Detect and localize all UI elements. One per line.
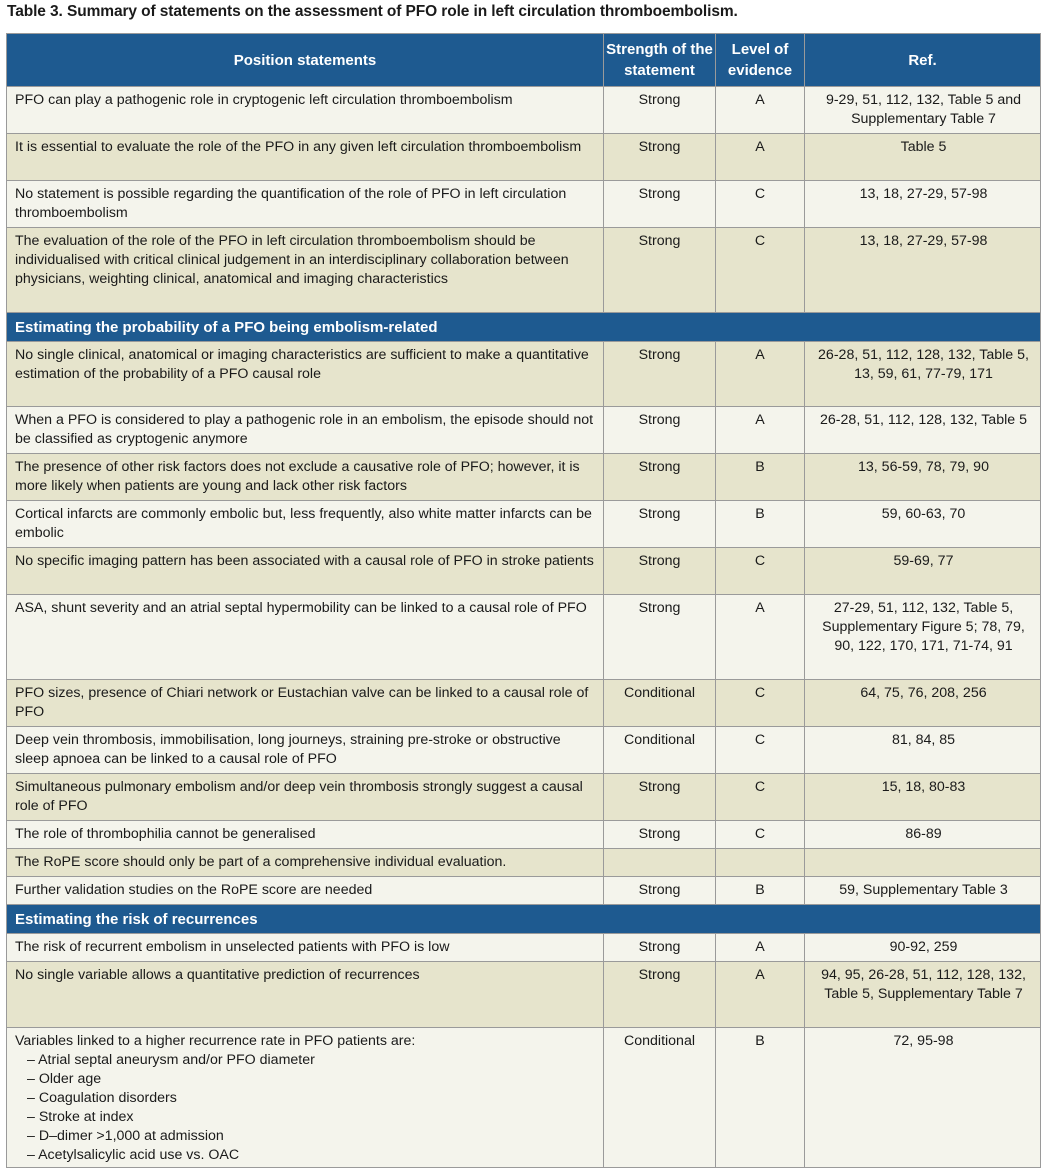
list-item: – Stroke at index [27, 1108, 597, 1127]
list-item: – D–dimer >1,000 at admission [27, 1127, 597, 1146]
statement-cell: The risk of recurrent embolism in unselected patients with PFO is low [7, 934, 604, 962]
section-header-probability [7, 313, 1041, 342]
statement-cell: The RoPE score should only be part of a comprehensive individual evaluation. [7, 849, 604, 877]
statement-cell: No single variable allows a quantitative prediction of recurrences [7, 962, 604, 1028]
strength-cell: Strong [604, 228, 716, 313]
table-row [7, 454, 1041, 501]
ref-cell: 15, 18, 80-83 [805, 774, 1041, 821]
level-cell: C [716, 821, 805, 849]
table-row [7, 87, 1041, 134]
table-row [7, 407, 1041, 454]
level-cell: C [716, 774, 805, 821]
table-row [7, 821, 1041, 849]
level-cell: B [716, 454, 805, 501]
ref-cell: 59-69, 77 [805, 548, 1041, 595]
table-row [7, 181, 1041, 228]
header-row [7, 34, 1041, 87]
header-strength: Strength of the statement [604, 34, 716, 87]
table-row [7, 342, 1041, 407]
level-cell: C [716, 548, 805, 595]
strength-cell: Strong [604, 454, 716, 501]
header-level: Level of evidence [716, 34, 805, 87]
header-ref: Ref. [805, 34, 1041, 87]
statement-cell: When a PFO is considered to play a pathogenic role in an embolism, the episode should not be classified as cryptogenic anymore [7, 407, 604, 454]
section-header-recurrences [7, 905, 1041, 934]
strength-cell: Strong [604, 774, 716, 821]
strength-cell: Strong [604, 595, 716, 680]
statement-cell: Deep vein thrombosis, immobilisation, long journeys, straining pre-stroke or obstructive sleep apnoea can be linked to a causal role of PFO [7, 727, 604, 774]
strength-cell: Strong [604, 934, 716, 962]
ref-cell [805, 849, 1041, 877]
table-row [7, 727, 1041, 774]
ref-cell: 13, 56-59, 78, 79, 90 [805, 454, 1041, 501]
ref-cell: 81, 84, 85 [805, 727, 1041, 774]
statement-intro: Variables linked to a higher recurrence rate in PFO patients are: [15, 1033, 416, 1049]
table-row [7, 548, 1041, 595]
section-title: Estimating the risk of recurrences [7, 905, 1041, 934]
list-item: – Acetylsalicylic acid use vs. OAC [27, 1146, 597, 1165]
table-row [7, 877, 1041, 905]
strength-cell: Strong [604, 962, 716, 1028]
strength-cell: Conditional [604, 1028, 716, 1168]
ref-cell: 64, 75, 76, 208, 256 [805, 680, 1041, 727]
level-cell: A [716, 134, 805, 181]
table-caption: Table 3. Summary of statements on the assessment of PFO role in left circulation thromboembolism. [7, 3, 738, 20]
table-row [7, 680, 1041, 727]
statement-cell: The role of thrombophilia cannot be generalised [7, 821, 604, 849]
variable-list [15, 1051, 597, 1165]
strength-cell: Strong [604, 342, 716, 407]
ref-cell: 27-29, 51, 112, 132, Table 5, Supplementary Figure 5; 78, 79, 90, 122, 170, 171, 71-74, 91 [805, 595, 1041, 680]
level-cell: A [716, 595, 805, 680]
header-statement: Position statements [7, 34, 604, 87]
table-row [7, 228, 1041, 313]
ref-cell: 86-89 [805, 821, 1041, 849]
strength-cell: Strong [604, 181, 716, 228]
statements-table [6, 33, 1041, 1168]
strength-cell: Strong [604, 87, 716, 134]
statement-cell: Simultaneous pulmonary embolism and/or deep vein thrombosis strongly suggest a causal role of PFO [7, 774, 604, 821]
statement-cell: No single clinical, anatomical or imaging characteristics are sufficient to make a quantitative estimation of the probability of a PFO causal role [7, 342, 604, 407]
strength-cell: Strong [604, 877, 716, 905]
list-item: – Coagulation disorders [27, 1089, 597, 1108]
strength-cell: Conditional [604, 680, 716, 727]
statement-cell: ASA, shunt severity and an atrial septal hypermobility can be linked to a causal role of PFO [7, 595, 604, 680]
strength-cell [604, 849, 716, 877]
level-cell: B [716, 1028, 805, 1168]
level-cell: A [716, 342, 805, 407]
strength-cell: Strong [604, 134, 716, 181]
statement-cell [7, 1028, 604, 1168]
statement-cell: No statement is possible regarding the quantification of the role of PFO in left circulation thromboembolism [7, 181, 604, 228]
table-row [7, 134, 1041, 181]
statement-cell: It is essential to evaluate the role of the PFO in any given left circulation thromboembolism [7, 134, 604, 181]
level-cell: B [716, 501, 805, 548]
list-item: – Atrial septal aneurysm and/or PFO diameter [27, 1051, 597, 1070]
ref-cell: 26-28, 51, 112, 128, 132, Table 5 [805, 407, 1041, 454]
ref-cell: 9-29, 51, 112, 132, Table 5 and Supplementary Table 7 [805, 87, 1041, 134]
statement-cell: Further validation studies on the RoPE score are needed [7, 877, 604, 905]
level-cell: A [716, 962, 805, 1028]
level-cell: A [716, 934, 805, 962]
statement-cell: PFO can play a pathogenic role in cryptogenic left circulation thromboembolism [7, 87, 604, 134]
table-row [7, 1028, 1041, 1168]
ref-cell: 13, 18, 27-29, 57-98 [805, 228, 1041, 313]
table-row [7, 934, 1041, 962]
table-row [7, 849, 1041, 877]
statement-cell: PFO sizes, presence of Chiari network or Eustachian valve can be linked to a causal role of PFO [7, 680, 604, 727]
strength-cell: Strong [604, 501, 716, 548]
level-cell: B [716, 877, 805, 905]
level-cell: A [716, 407, 805, 454]
section-title: Estimating the probability of a PFO being embolism-related [7, 313, 1041, 342]
table-row [7, 962, 1041, 1028]
strength-cell: Conditional [604, 727, 716, 774]
level-cell: C [716, 680, 805, 727]
strength-cell: Strong [604, 548, 716, 595]
ref-cell: 26-28, 51, 112, 128, 132, Table 5, 13, 59, 61, 77-79, 171 [805, 342, 1041, 407]
table-row [7, 501, 1041, 548]
level-cell: C [716, 181, 805, 228]
table-row [7, 595, 1041, 680]
level-cell: A [716, 87, 805, 134]
table-row [7, 774, 1041, 821]
statement-cell: No specific imaging pattern has been associated with a causal role of PFO in stroke patients [7, 548, 604, 595]
ref-cell: 13, 18, 27-29, 57-98 [805, 181, 1041, 228]
ref-cell: 72, 95-98 [805, 1028, 1041, 1168]
statement-cell: The presence of other risk factors does not exclude a causative role of PFO; however, it is more likely when patients are young and lack other risk factors [7, 454, 604, 501]
ref-cell: 59, Supplementary Table 3 [805, 877, 1041, 905]
statement-cell: Cortical infarcts are commonly embolic but, less frequently, also white matter infarcts can be embolic [7, 501, 604, 548]
strength-cell: Strong [604, 821, 716, 849]
ref-cell: 90-92, 259 [805, 934, 1041, 962]
level-cell: C [716, 727, 805, 774]
level-cell: C [716, 228, 805, 313]
list-item: – Older age [27, 1070, 597, 1089]
ref-cell: 94, 95, 26-28, 51, 112, 128, 132, Table 5, Supplementary Table 7 [805, 962, 1041, 1028]
strength-cell: Strong [604, 407, 716, 454]
statement-cell: The evaluation of the role of the PFO in left circulation thromboembolism should be individualised with critical clinical judgement in an interdisciplinary collaboration between physicians, weighting clinical, anatomical and imaging characteristics [7, 228, 604, 313]
ref-cell: Table 5 [805, 134, 1041, 181]
ref-cell: 59, 60-63, 70 [805, 501, 1041, 548]
level-cell [716, 849, 805, 877]
